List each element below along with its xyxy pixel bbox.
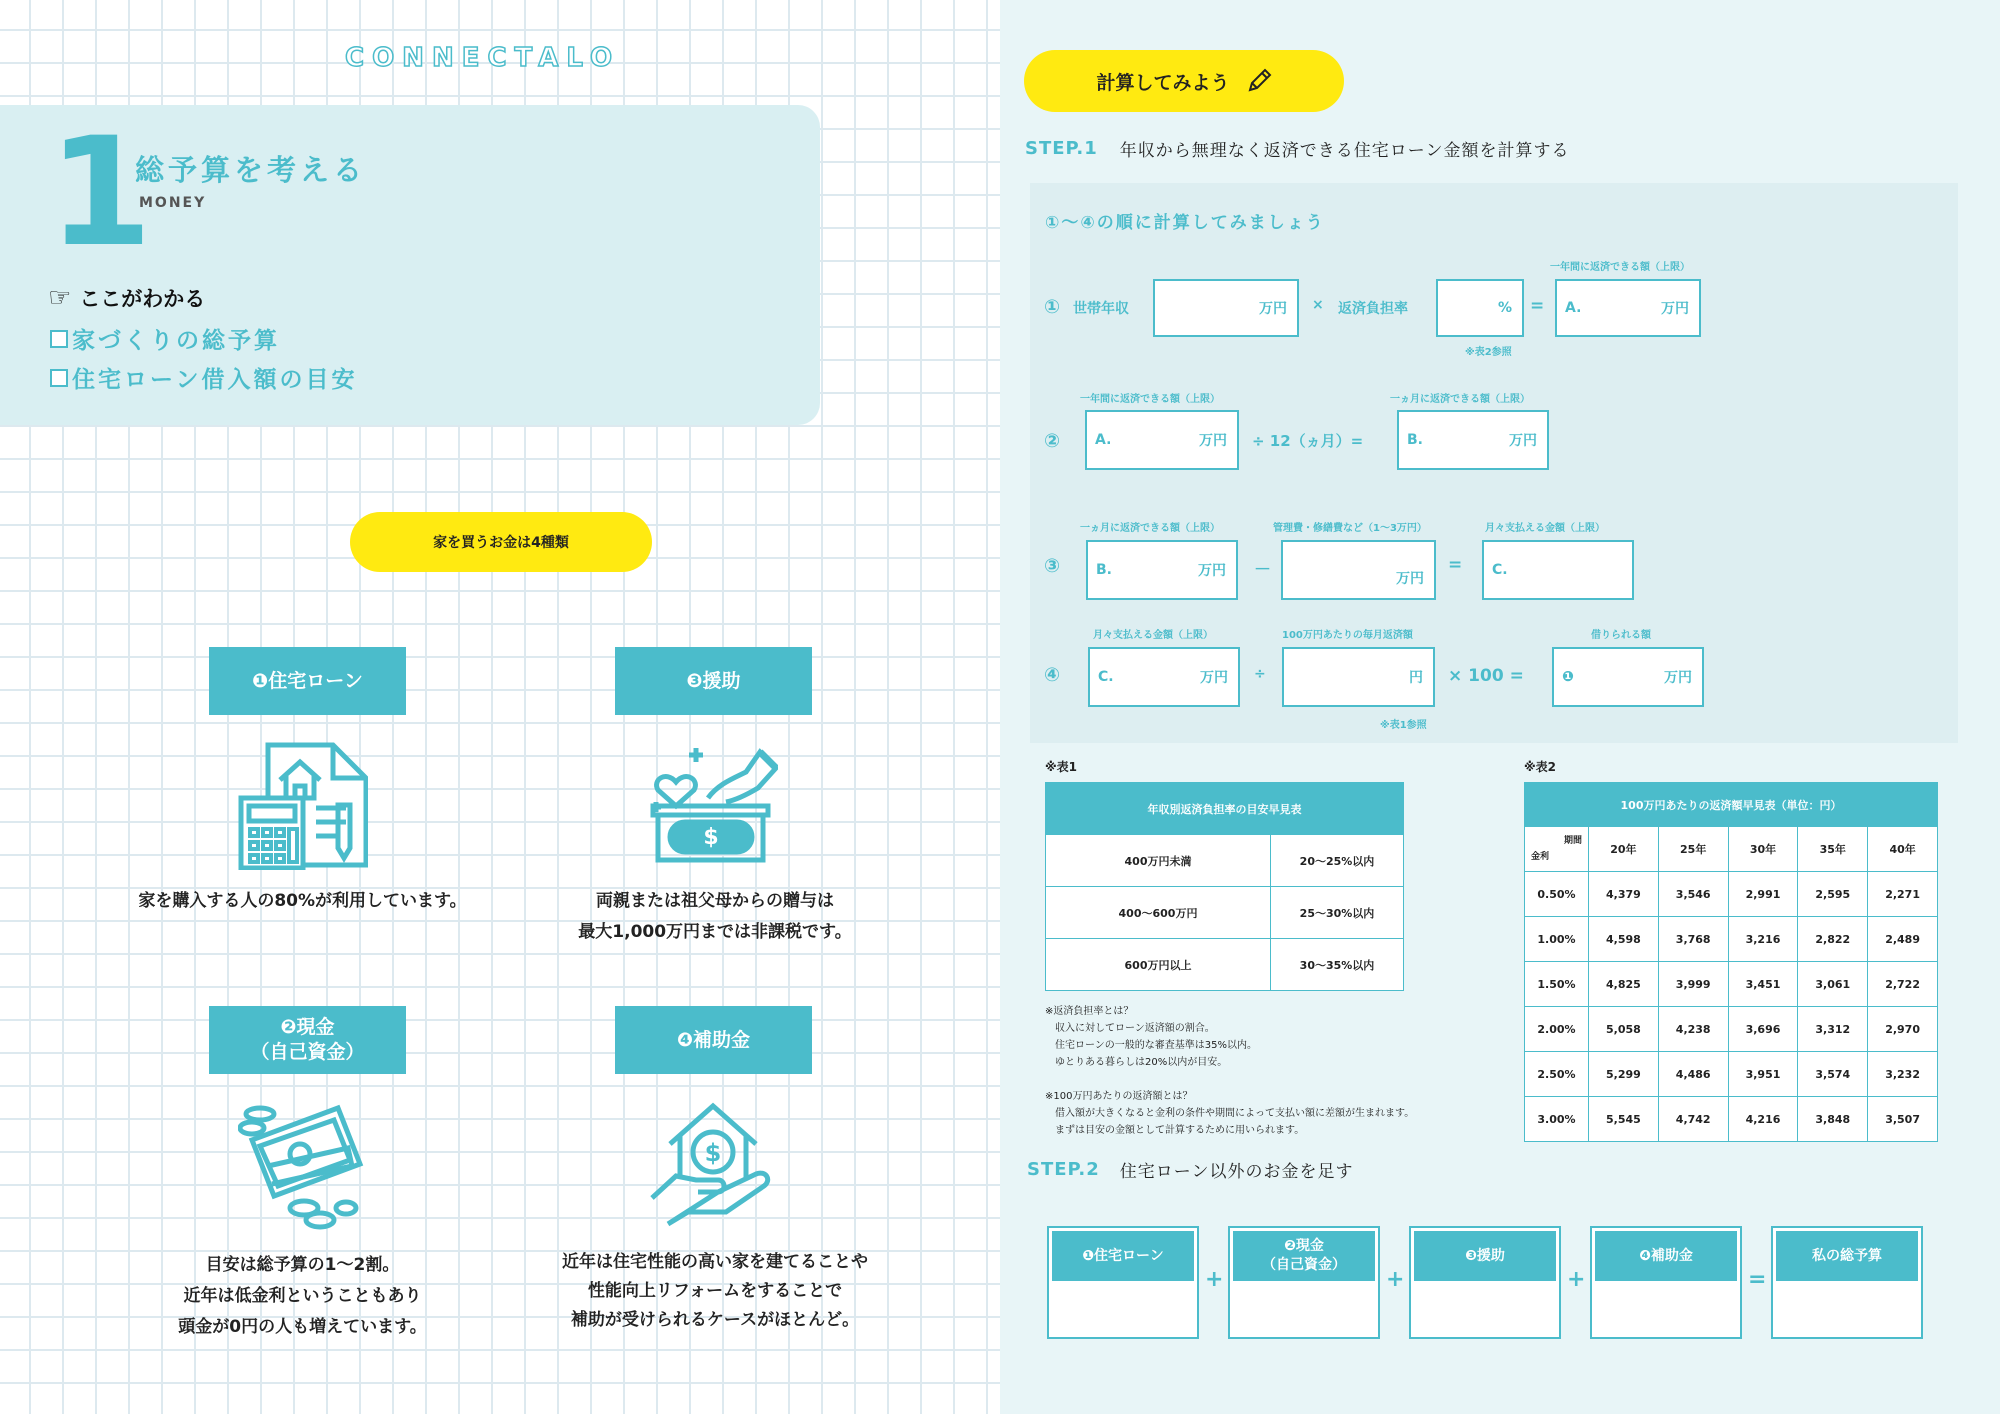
panel-title: ①～④の順に計算してみましょう [1045,213,1325,233]
table-row: 1.50% 4,825 3,999 3,451 3,061 2,722 [1525,962,1938,1007]
step2-heading: STEP.2 住宅ローン以外のお金を足す [1027,1159,1354,1182]
step2-box-cash[interactable]: ❷現金 （自己資金） [1228,1226,1380,1339]
money-types-pill: 家を買うお金は4種類 [350,512,652,572]
row4-caption-monthly: 100万円あたりの毎月返済額 [1282,630,1413,641]
step2-box-subsidy[interactable]: ❹補助金 [1590,1226,1742,1339]
row2-caption-a: 一年間に返済できる額（上限） [1080,394,1220,405]
step2-box-loan[interactable]: ❶住宅ローン [1047,1226,1199,1339]
row1-note: ※表2参照 [1465,347,1512,358]
times-100-equals: × 100 = [1448,666,1524,686]
row4-note: ※表1参照 [1380,720,1427,731]
house-calculator-icon [238,740,368,870]
result-a-input[interactable]: A. 万円 [1555,279,1701,337]
item-label-subsidy: ❹補助金 [615,1006,812,1074]
row4-caption-borrow: 借りられる額 [1591,630,1651,641]
svg-text:$: $ [703,825,719,850]
row3-caption-fees: 管理費・修繕費など（1～3万円） [1273,523,1427,534]
caption-loan: 家を購入する人の80%が利用しています。 [138,891,467,911]
repayment-table [1524,782,1938,1142]
corner-cell: 期間 金利 [1525,827,1589,872]
row2-b-input[interactable]: B. 万円 [1397,410,1549,470]
chapter-number: 1 [48,106,153,280]
item-label-assist: ❸援助 [615,647,812,715]
house-hand-coin-icon [648,1100,778,1230]
step1-heading: STEP.1 年収から無理なく返済できる住宅ローン金額を計算する [1025,138,1570,161]
equals-sign: = [1448,555,1463,575]
calculate-pill: 計算してみよう [1024,50,1344,112]
minus-sign: － [1254,560,1271,580]
burden-ratio-table [1045,782,1404,991]
caption-assist: 両親または祖父母からの贈与は 最大1,000万円までは非課税です。 [578,891,852,942]
row2-a-input[interactable]: A. 万円 [1085,410,1239,470]
chapter-title: 総予算を考える [135,153,367,187]
row1-number: ① [1044,296,1061,318]
table1-title: 年収別返済負担率の目安早見表 [1046,783,1404,835]
row1-label-ratio: 返済負担率 [1338,301,1408,317]
income-input[interactable]: 万円 [1153,279,1299,337]
row2-number: ② [1044,430,1061,452]
table2-title: 100万円あたりの返済額早見表（単位：円） [1525,783,1938,827]
table-row: 400万円未満 20～25%以内 [1046,835,1404,887]
plus-sign: + [1567,1267,1586,1292]
table-row: 400～600万円 25～30%以内 [1046,887,1404,939]
notes-text: ※返済負担率とは？ 収入に対してローン返済額の割合。 住宅ローンの一般的な審査基準は35%以内。 ゆとりある暮らしは20%以内が目安。 ※100万円あたりの返済額とは？ 借入額が大きくなると金利の条件や期間によって支払い額に差額が生まれます。 まずは目安の金額として計算するために用いられます。 [1045,1006,1415,1136]
chapter-subtitle: MONEY [139,195,207,211]
equals-sign: = [1530,296,1545,316]
row3-caption-c: 月々支払える金額（上限） [1485,523,1605,534]
item-label-loan: ❶住宅ローン [209,647,406,715]
table-row: 2.00% 5,058 4,238 3,696 3,312 2,970 [1525,1007,1938,1052]
table-row: 1.00% 4,598 3,768 3,216 2,822 2,489 [1525,917,1938,962]
table-row: 0.50% 4,379 3,546 2,991 2,595 2,271 [1525,872,1938,917]
table-header-row: 期間 金利 20年 25年 30年 35年 40年 [1525,827,1938,872]
svg-text:$: $ [704,1139,722,1167]
table1-label: ※表1 [1045,760,1078,774]
row1-label-income: 世帯年収 [1073,301,1129,317]
donation-box-icon [648,740,778,870]
pencil-icon [1246,68,1272,94]
divide-sign: ÷ [1254,666,1266,682]
learn-point: 家づくりの総予算 [50,322,280,355]
cash-money-icon [238,1100,368,1230]
step2-box-total[interactable]: 私の総予算 [1771,1226,1923,1339]
learn-heading: ☞ ここがわかる [48,283,206,313]
item-label-cash: ❷現金 （自己資金） [209,1006,406,1074]
equals-sign: = [1748,1267,1767,1292]
step2-box-assist[interactable]: ❸援助 [1409,1226,1561,1339]
row3-b-input[interactable]: B. 万円 [1086,540,1238,600]
row3-caption-b: 一ヵ月に返済できる額（上限） [1080,523,1220,534]
borrowable-input[interactable]: ❶ 万円 [1552,647,1704,707]
plus-sign: + [1205,1267,1224,1292]
plus-sign: + [1386,1267,1405,1292]
divide-12-months: ÷ 12（ヵ月）= [1252,432,1364,450]
row3-number: ③ [1044,555,1061,577]
caption-cash: 目安は総予算の1～2割。 近年は低金利ということもあり 頭金が0円の人も増えています。 [178,1255,427,1337]
row4-number: ④ [1044,664,1061,686]
brand-logo: CONNECTALO [345,43,621,73]
fees-input[interactable]: 万円 [1281,540,1436,600]
row3-c-input[interactable]: C. [1482,540,1634,600]
checkbox-icon [50,369,68,387]
learn-point: 住宅ローン借入額の目安 [50,361,358,394]
table-row: 600万円以上 30～35%以内 [1046,939,1404,991]
ratio-input[interactable]: % [1436,279,1524,337]
table2-label: ※表2 [1524,760,1557,774]
pointing-hand-icon: ☞ [48,283,72,313]
monthly-payment-input[interactable]: 円 [1282,647,1435,707]
table-row: 3.00% 5,545 4,742 4,216 3,848 3,507 [1525,1097,1938,1142]
table-row: 2.50% 5,299 4,486 3,951 3,574 3,232 [1525,1052,1938,1097]
caption-subsidy: 近年は住宅性能の高い家を建てることや 性能向上リフォームをすることで 補助が受けられるケースがほとんど。 [562,1252,868,1330]
checkbox-icon [50,330,68,348]
row4-caption-c: 月々支払える金額（上限） [1093,630,1213,641]
multiply-sign: × [1312,297,1324,313]
row1-result-caption: 一年間に返済できる額（上限） [1550,262,1690,273]
row4-c-input[interactable]: C. 万円 [1088,647,1240,707]
row2-caption-b: 一ヵ月に返済できる額（上限） [1390,394,1530,405]
